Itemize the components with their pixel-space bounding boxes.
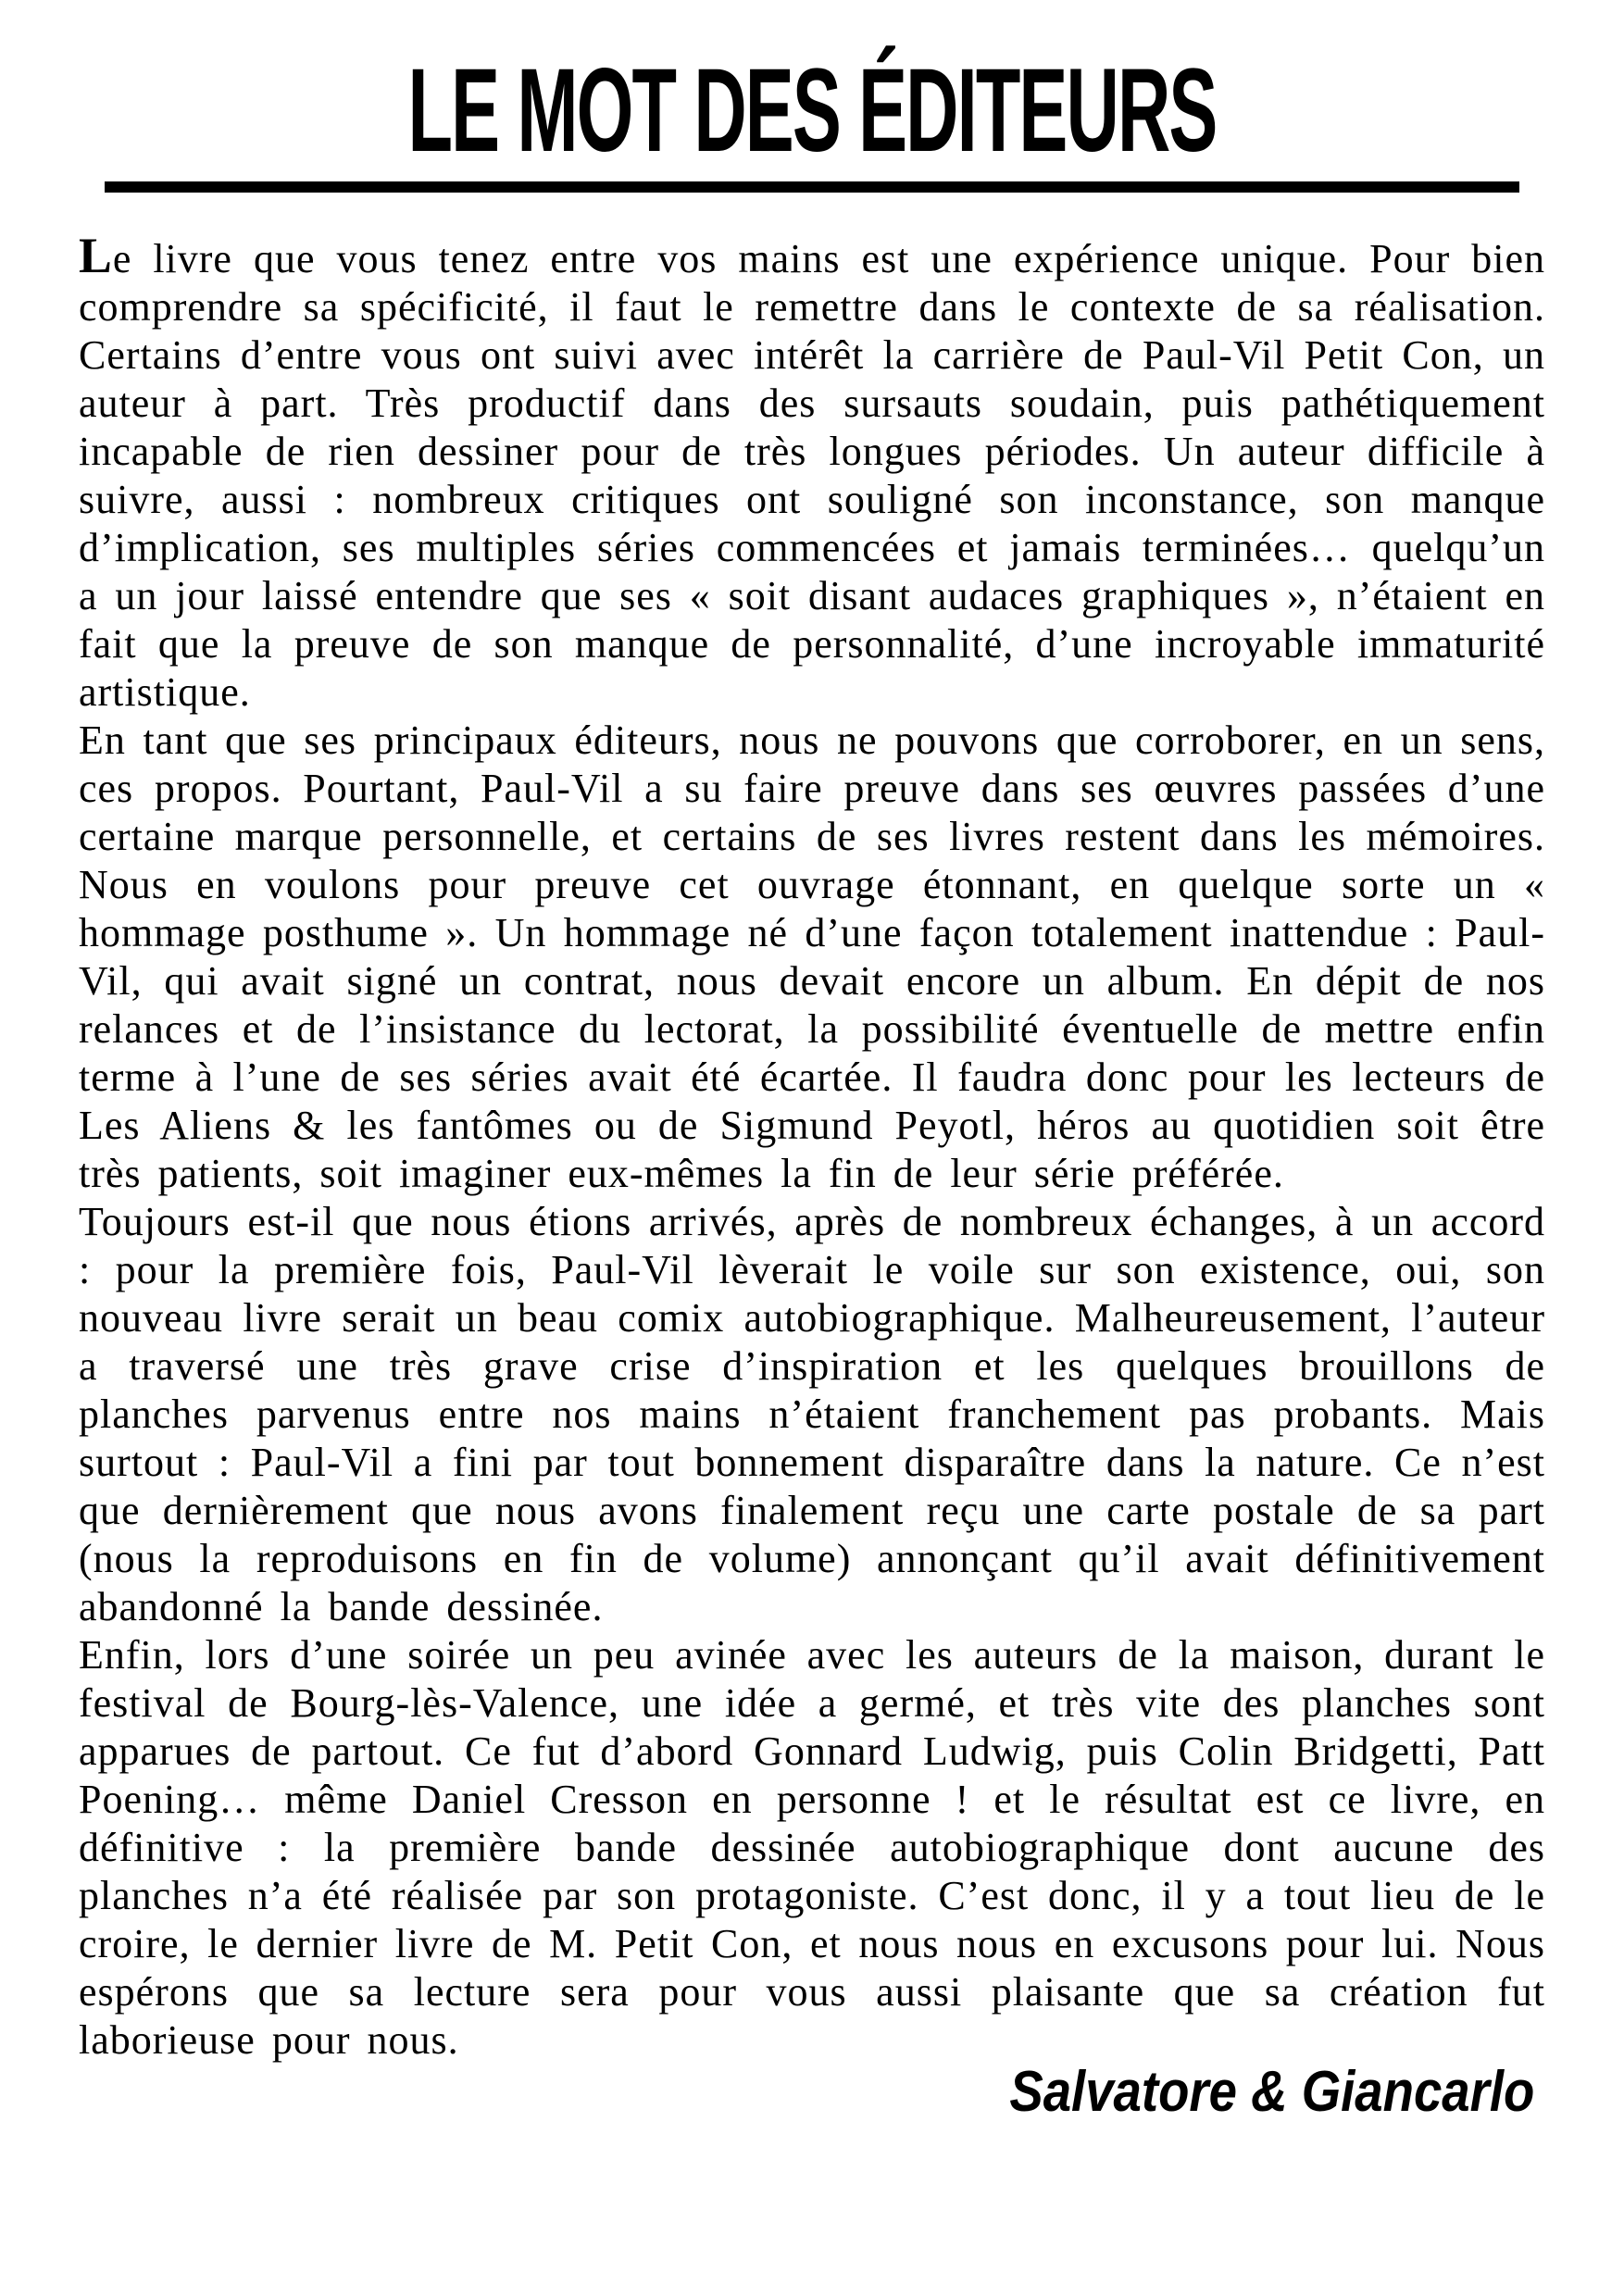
body-text	[79, 227, 1545, 2065]
signature	[79, 2061, 1545, 2124]
signature-text: Salvatore & Giancarlo	[1008, 2059, 1534, 2124]
paragraph-1-text: e livre que vous tenez entre vos mains est une expérience unique. Pour bien comprendre sa spécificité, il faut le remettre dans le contexte de sa réalisation. Certains d’entre vous ont suivi avec intérêt la carrière de Paul-Vil Petit Con, un auteur à part. Très productif dans des sursauts soudain, puis pathétiquement incapable de rien dessiner pour de très longues périodes. Un auteur difficile à suivre, aussi : nombreux critiques ont souligné son inconstance, son manque d’implication, ses multiples séries commencées et jamais terminées… quelqu’un a un jour laissé entendre que ses « soit disant audaces graphiques », n’étaient en fait que la preuve de son manque de personnalité, d’une incroyable immaturité artistique.	[79, 235, 1545, 715]
paragraph-2: En tant que ses principaux éditeurs, nous ne pouvons que corroborer, en un sens, ces propos. Pourtant, Paul-Vil a su faire preuve dans ses œuvres passées d’une certaine marque personnelle, et certains de ses livres restent dans les mémoires. Nous en voulons pour preuve cet ouvrage étonnant, en quelque sorte un « hommage posthume ». Un hommage né d’une façon totalement inattendue : Paul-Vil, qui avait signé un contrat, nous devait encore un album. En dépit de nos relances et de l’insistance du lectorat, la possibilité éventuelle de mettre enfin terme à l’une de ses séries avait été écartée. Il faudra donc pour les lecteurs de Les Aliens & les fantômes ou de Sigmund Peyotl, héros au quotidien soit être très patients, soit imaginer eux-mêmes la fin de leur série préférée.	[79, 717, 1545, 1196]
paragraph-1	[79, 227, 1545, 717]
title-rule	[105, 181, 1519, 193]
paragraph-3: Toujours est-il que nous étions arrivés, après de nombreux échanges, à un accord : pour la première fois, Paul-Vil lèverait le voile sur son existence, oui, son nouveau livre serait un beau comix autobiographique. Malheureusement, l’auteur a traversé une très grave crise d’inspiration et les quelques brouillons de planches parvenus entre nos mains n’étaient franchement pas probants. Mais surtout : Paul-Vil a fini par tout bonnement disparaître dans la nature. Ce n’est que dernièrement que nous avons finalement reçu une carte postale de sa part (nous la reproduisons en fin de volume) annonçant qu’il avait définitivement abandonné la bande dessinée.	[79, 1198, 1545, 1629]
paragraph-4: Enfin, lors d’une soirée un peu avinée avec les auteurs de la maison, durant le festival de Bourg-lès-Valence, une idée a germé, et très vite des planches sont apparues de partout. Ce fut d’abord Gonnard Ludwig, puis Colin Bridgetti, Patt Poening… même Daniel Cresson en personne ! et le résultat est ce livre, en définitive : la première bande dessinée autobiographique dont aucune des planches n’a été réalisée par son protagoniste. C’est donc, il y a tout lieu de le croire, le dernier livre de M. Petit Con, et nous nous en excusons pour lui. Nous espérons que sa lecture sera pour vous aussi plaisante que sa création fut laborieuse pour nous.	[79, 1631, 1545, 2063]
page-title	[79, 44, 1545, 177]
page-title-text: LE MOT DES ÉDITEURS	[407, 44, 1217, 177]
lead-initial: L	[79, 227, 113, 283]
